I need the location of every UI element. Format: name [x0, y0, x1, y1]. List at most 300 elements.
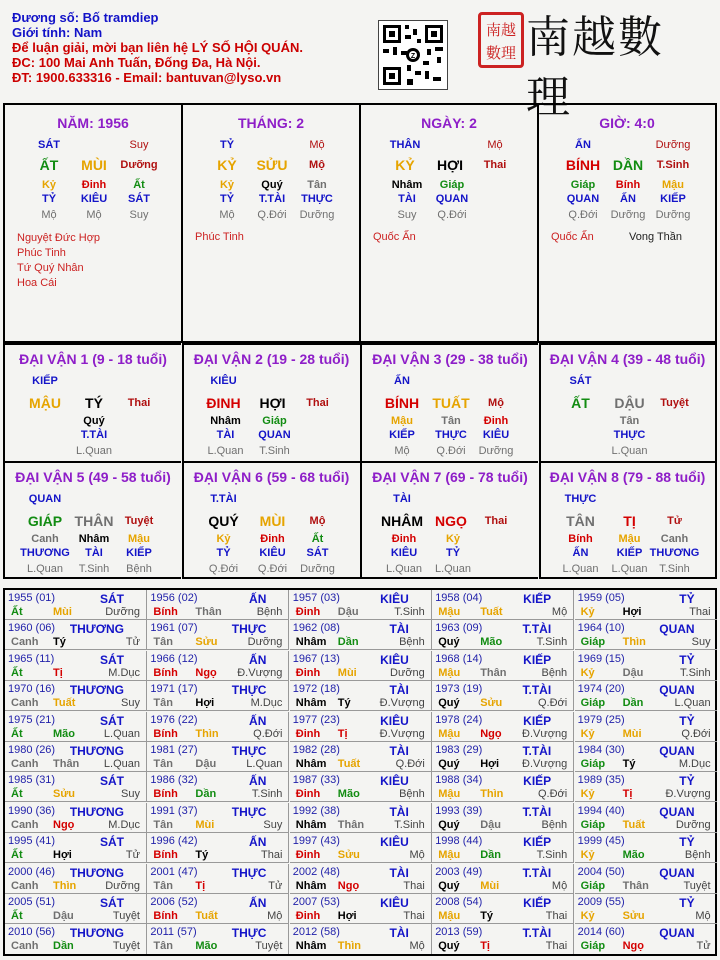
year-god: QUAN: [659, 683, 695, 698]
year-god: QUAN: [659, 622, 695, 637]
dv-hidden-stage: T.Sinh: [78, 563, 110, 575]
year-branch: Mùi: [53, 606, 72, 618]
hidden-stage: Q.Đới: [437, 209, 467, 221]
year-cell: [432, 803, 574, 833]
hidden-stem: Giáp: [570, 179, 596, 191]
year-cell: [575, 894, 717, 924]
year-branch: Sửu: [337, 849, 360, 862]
year-cell: [432, 590, 574, 620]
year-label: 2011 (57): [150, 926, 197, 939]
dv-chi: NGỌ: [435, 513, 467, 529]
year-god: QUAN: [659, 926, 695, 941]
year-god: KIÊU: [380, 713, 409, 728]
year-label: 2008 (54): [435, 896, 483, 908]
dv-hidden-god: TÀI: [85, 547, 103, 559]
year-god: KIẾP: [523, 652, 552, 667]
year-stem: Tân: [153, 697, 173, 710]
year-cell: [5, 590, 147, 620]
year-god: KIÊU: [380, 592, 409, 606]
year-branch: Mùi: [337, 666, 357, 679]
hidden-god: SÁT: [128, 193, 150, 205]
year-cell: [147, 590, 289, 620]
year-god: ẤN: [249, 835, 267, 850]
dv-hidden-god: KIẾP: [616, 547, 643, 559]
pillar-title: GIỜ: 4:0: [599, 115, 655, 131]
pillar-ts2: T.Sinh: [656, 159, 690, 171]
year-cell: [432, 772, 574, 802]
year-god: ẤN: [249, 652, 267, 667]
year-branch: Thìn: [195, 727, 219, 740]
year-branch: Ngọ: [480, 727, 502, 740]
hidden-stem: Nhâm: [391, 179, 423, 191]
year-god: SÁT: [100, 652, 124, 667]
year-branch: Dần: [195, 788, 217, 801]
year-stem: Kỷ: [580, 849, 595, 862]
year-stage: T.Sinh: [394, 606, 425, 618]
year-stage: Q.Đới: [537, 788, 568, 801]
year-stage: Mộ: [267, 910, 283, 922]
year-stage: Thai: [403, 879, 425, 892]
hidden-stage: Mộ: [41, 209, 57, 221]
year-branch: Thân: [622, 879, 649, 892]
year-branch: Ngọ: [53, 818, 75, 831]
pillar-ts: Suy: [129, 139, 149, 151]
dv-ss: KIẾP: [32, 375, 58, 387]
year-cell: [5, 681, 147, 711]
year-branch: Tý: [622, 758, 636, 770]
year-cell: [432, 620, 574, 650]
year-god: THỰC: [231, 683, 267, 698]
year-god: TỶ: [679, 835, 695, 850]
pillar-2: [183, 105, 361, 341]
pillar-ts2: Dưỡng: [120, 159, 158, 171]
year-cell: [290, 803, 432, 833]
year-stem: Tân: [153, 879, 173, 892]
dv-hidden-stem: Đinh: [260, 533, 285, 545]
hidden-god: TÀI: [398, 193, 416, 205]
year-branch: Hợi: [480, 758, 500, 770]
dai-van-title: ĐẠI VẬN 1 (9 - 18 tuổi): [19, 351, 167, 367]
year-label: 1974 (20): [577, 683, 625, 696]
year-label: 1982 (28): [292, 744, 340, 756]
year-branch: Mão: [337, 788, 360, 801]
year-stem: Quý: [438, 818, 460, 831]
year-branch: Tuất: [622, 818, 645, 831]
year-stage: M.Dục: [108, 666, 140, 679]
year-stem: Nhâm: [295, 818, 327, 831]
dai-van-6: [182, 461, 360, 579]
hidden-stem: Quý: [261, 179, 283, 191]
year-stage: Mộ: [409, 849, 425, 862]
year-stem: Canh: [11, 940, 39, 953]
dv-chi: MÙI: [259, 513, 286, 529]
dv-chi: HỢI: [259, 395, 286, 411]
year-stem: Giáp: [580, 636, 606, 649]
year-cell: [432, 864, 574, 894]
year-label: 2000 (46): [8, 865, 56, 878]
dv-hidden-stem: Tân: [441, 415, 461, 427]
year-stage: Dưỡng: [105, 879, 140, 892]
year-label: 1976 (22): [150, 713, 198, 726]
year-stage: T.Sinh: [536, 636, 568, 649]
year-stage: Tử: [125, 849, 140, 862]
year-stem: Nhâm: [295, 940, 327, 953]
year-branch: Thìn: [480, 788, 504, 801]
dv-can: NHÂM: [381, 513, 423, 529]
logo-text: 南越數理: [526, 12, 664, 123]
dv-can: ẤT: [571, 395, 590, 411]
pillar-can: BÍNH: [565, 157, 601, 173]
year-stem: Ất: [11, 606, 23, 618]
year-stage: Suy: [691, 636, 711, 649]
year-stage: Thai: [689, 606, 711, 618]
year-stage: M.Dục: [678, 758, 711, 770]
year-cell: [575, 590, 717, 620]
annual-luck-table: [3, 588, 717, 956]
dv-hidden-stage: L.Quan: [562, 563, 599, 575]
year-stage: L.Quan: [246, 758, 283, 770]
year-label: 1963 (09): [435, 622, 483, 635]
year-god: THƯƠNG: [69, 804, 124, 819]
year-stage: Tuyệt: [255, 940, 283, 953]
year-cell: [5, 620, 147, 650]
dv-ts: Thai: [306, 397, 329, 409]
owner-name: Đương số: Bố tramdiep: [12, 10, 159, 25]
dv-hidden-stem: Canh: [31, 533, 59, 545]
address: ĐC: 100 Mai Anh Tuấn, Đống Đa, Hà Nội.: [12, 55, 261, 70]
year-stage: Tuyệt: [112, 940, 140, 953]
hidden-god: TỶ: [219, 193, 235, 205]
year-stage: L.Quan: [674, 697, 711, 710]
year-god: THỰC: [231, 804, 267, 819]
dv-hidden-stem: Nhâm: [210, 415, 241, 427]
dv-ts: Mộ: [488, 397, 504, 409]
year-label: 1958 (04): [435, 592, 483, 604]
year-label: 1979 (25): [577, 713, 625, 726]
year-stage: Đ.Vượng: [522, 758, 568, 770]
dv-can: TÂN: [566, 513, 595, 529]
year-stage: Đ.Vượng: [665, 788, 711, 801]
dv-ss: KIÊU: [210, 375, 237, 387]
year-branch: Tuất: [337, 758, 361, 770]
hidden-stage: Suy: [397, 209, 417, 221]
year-cell: [575, 681, 717, 711]
dv-hidden-stem: Nhâm: [78, 533, 110, 545]
year-stem: Đinh: [295, 727, 321, 740]
year-stem: Quý: [438, 636, 460, 649]
year-branch: Tuất: [195, 910, 218, 922]
year-stage: Dưỡng: [247, 636, 283, 649]
hidden-god: ẤN: [620, 193, 636, 205]
year-label: 1971 (17): [150, 683, 198, 696]
year-label: 1961 (07): [150, 622, 198, 635]
year-branch: Tuất: [53, 697, 76, 710]
year-god: TÀI: [389, 865, 409, 880]
year-stage: T.Sinh: [394, 818, 425, 831]
dv-can: GIÁP: [27, 513, 63, 529]
dv-hidden-stem: Kỷ: [445, 533, 461, 545]
year-god: ẤN: [249, 774, 267, 789]
year-stem: Nhâm: [295, 879, 327, 892]
dai-van-1: [3, 343, 181, 461]
dv-ts: Tuyệt: [660, 397, 689, 409]
year-label: 2007 (53): [292, 896, 340, 908]
hidden-stem: Kỷ: [41, 179, 57, 191]
year-stem: Đinh: [295, 910, 321, 922]
year-stem: Quý: [438, 758, 460, 770]
dai-van-title: ĐẠI VẬN 8 (79 - 88 tuổi): [549, 469, 706, 485]
dv-chi: TUẤT: [432, 395, 470, 411]
year-stage: Bệnh: [399, 636, 425, 649]
year-god: KIẾP: [523, 592, 552, 606]
dv-hidden-god: KIÊU: [482, 429, 510, 441]
year-cell: [575, 620, 717, 650]
year-god: SÁT: [100, 713, 124, 728]
dv-hidden-stage: Q.Đới: [436, 445, 466, 457]
year-god: TỶ: [679, 652, 695, 667]
year-label: 1994 (40): [577, 804, 625, 817]
year-branch: Mão: [195, 940, 218, 953]
dv-ss: SÁT: [569, 375, 592, 387]
year-branch: Tị: [622, 788, 633, 801]
year-branch: Mùi: [195, 818, 215, 831]
dai-van-title: ĐẠI VẬN 2 (19 - 28 tuổi): [193, 351, 350, 367]
year-god: THƯƠNG: [69, 865, 124, 880]
dv-hidden-stem: Kỷ: [216, 533, 231, 545]
year-cell: [575, 742, 717, 772]
hidden-god: THỰC: [301, 193, 333, 205]
pillar-title: THÁNG: 2: [237, 115, 305, 131]
year-god: ẤN: [249, 713, 267, 728]
year-branch: Dần: [337, 636, 359, 649]
pillar-chi: MÙI: [81, 157, 107, 173]
year-stage: Thai: [545, 940, 568, 953]
dv-ts: Tuyệt: [124, 515, 154, 527]
hidden-god: QUAN: [435, 193, 469, 205]
year-cell: [5, 742, 147, 772]
year-stem: Bính: [153, 606, 178, 618]
pillar-chi: DẦN: [612, 157, 644, 173]
year-stem: Mậu: [438, 788, 461, 801]
year-stem: Tân: [153, 940, 173, 953]
year-branch: Hợi: [622, 606, 642, 618]
dv-hidden-god: ẤN: [572, 547, 589, 559]
year-god: T.TÀI: [522, 804, 552, 819]
dv-hidden-stem: Giáp: [262, 415, 287, 427]
dv-hidden-god: KIẾP: [389, 429, 415, 441]
year-god: TÀI: [389, 744, 409, 758]
year-god: THƯƠNG: [69, 926, 124, 941]
year-branch: Ngọ: [622, 940, 644, 953]
year-branch: Mão: [622, 849, 645, 862]
year-branch: Tý: [480, 910, 494, 922]
hidden-stem: Giáp: [439, 179, 465, 191]
dv-ts: Thai: [484, 515, 508, 527]
dv-hidden-stem: Canh: [660, 533, 689, 545]
star-item: Nguyệt Đức Hợp: [17, 232, 101, 244]
year-god: THƯƠNG: [69, 744, 124, 758]
year-stem: Kỷ: [580, 910, 595, 922]
year-stage: M.Dục: [250, 697, 283, 710]
year-god: KIẾP: [523, 835, 552, 850]
year-stage: Tuyệt: [683, 879, 711, 892]
year-branch: Tý: [195, 849, 209, 862]
year-stage: Bệnh: [399, 788, 425, 801]
year-label: 1986 (32): [150, 774, 198, 787]
dv-ss: ẤN: [394, 375, 410, 387]
year-label: 2006 (52): [150, 896, 198, 908]
year-cell: [290, 833, 432, 863]
year-god: KIÊU: [380, 652, 409, 667]
year-god: TỶ: [679, 896, 695, 910]
year-stage: Q.Đới: [681, 727, 711, 740]
year-cell: [432, 742, 574, 772]
hidden-stem: Tân: [307, 179, 327, 191]
year-label: 2005 (51): [8, 896, 56, 908]
year-stage: Dưỡng: [675, 818, 711, 831]
year-cell: [290, 924, 432, 954]
dv-hidden-stage: Bệnh: [126, 563, 152, 575]
year-label: 2013 (59): [435, 926, 483, 939]
year-god: THỰC: [231, 926, 267, 941]
year-label: 1981 (27): [150, 744, 198, 756]
pillar-ts2: Thai: [483, 159, 507, 171]
year-label: 1965 (11): [8, 652, 55, 665]
year-stem: Kỷ: [580, 788, 595, 801]
qr-code: [378, 20, 448, 90]
year-cell: [432, 651, 574, 681]
year-branch: Ngọ: [337, 879, 360, 892]
dv-ts: Tử: [667, 515, 682, 527]
year-branch: Thân: [53, 758, 80, 770]
year-label: 2014 (60): [577, 926, 625, 939]
hidden-stage: Mộ: [86, 209, 102, 221]
hidden-stage: Mộ: [219, 209, 235, 221]
year-stem: Mậu: [438, 606, 461, 618]
year-branch: Tị: [337, 727, 348, 740]
year-stem: Mậu: [438, 849, 461, 862]
year-stem: Ất: [11, 849, 23, 862]
year-cell: [147, 620, 289, 650]
year-stage: T.Sinh: [680, 666, 711, 679]
year-stem: Canh: [11, 879, 39, 892]
year-label: 1989 (35): [577, 774, 625, 787]
dv-ss: TÀI: [393, 493, 411, 505]
dai-van-title: ĐẠI VẬN 3 (29 - 38 tuổi): [372, 351, 528, 367]
year-stem: Nhâm: [295, 636, 327, 649]
year-label: 1992 (38): [292, 804, 340, 817]
year-label: 1977 (23): [292, 713, 340, 726]
year-stem: Đinh: [295, 606, 321, 618]
star-item: Tứ Quý Nhân: [17, 262, 84, 274]
year-cell: [575, 864, 717, 894]
year-cell: [575, 712, 717, 742]
year-cell: [147, 864, 289, 894]
dv-can: MẬU: [29, 395, 61, 411]
year-stage: M.Dục: [108, 818, 140, 831]
year-stem: Đinh: [295, 788, 321, 801]
dai-van-title: ĐẠI VẬN 5 (49 - 58 tuổi): [15, 469, 171, 485]
year-stage: Q.Đới: [537, 697, 568, 710]
year-god: SÁT: [100, 774, 124, 789]
dv-ts: Mộ: [309, 515, 326, 527]
year-branch: Sửu: [53, 788, 76, 801]
year-stem: Quý: [438, 697, 460, 710]
year-cell: [147, 833, 289, 863]
dv-can: ĐINH: [206, 395, 241, 411]
year-god: THỰC: [231, 865, 267, 880]
dai-van-4: [539, 343, 717, 461]
dv-hidden-god: THỰC: [613, 429, 646, 441]
dv-hidden-stage: L.Quan: [434, 563, 472, 575]
year-label: 1970 (16): [8, 683, 56, 696]
year-stem: Giáp: [580, 879, 606, 892]
year-stem: Nhâm: [295, 758, 327, 770]
year-stem: Mậu: [438, 910, 461, 922]
year-stem: Ất: [11, 788, 23, 801]
star-item: Phúc Tinh: [17, 247, 66, 259]
dai-van-7: [360, 461, 538, 579]
year-god: QUAN: [659, 804, 695, 819]
year-cell: [432, 681, 574, 711]
year-stem: Bính: [153, 788, 178, 801]
year-label: 1962 (08): [292, 622, 340, 635]
year-stage: Suy: [121, 697, 140, 710]
year-stem: Tân: [153, 636, 173, 649]
year-label: 1999 (45): [577, 835, 625, 848]
phone-email: ĐT: 1900.633316 - Email: bantuvan@lyso.vn: [12, 70, 282, 85]
year-branch: Dần: [53, 940, 74, 953]
dv-hidden-god: KIÊU: [259, 547, 286, 559]
pillar-title: NGÀY: 2: [421, 115, 477, 131]
year-god: ẤN: [249, 592, 267, 606]
dv-hidden-stem: Mậu: [128, 533, 150, 545]
svg-text:Z: Z: [410, 53, 416, 60]
contact-invite: Để luận giải, mời bạn liên hệ LÝ SỐ HỘI QUÁN.: [12, 40, 303, 55]
year-stem: Canh: [11, 697, 39, 710]
pillar-ts: Dưỡng: [655, 139, 691, 151]
year-god: T.TÀI: [522, 683, 552, 698]
year-stem: Bính: [153, 666, 178, 679]
year-label: 1991 (37): [150, 804, 198, 817]
year-cell: [5, 833, 147, 863]
year-cell: [575, 924, 717, 954]
year-label: 1983 (29): [435, 744, 483, 756]
pillar-1: [5, 105, 183, 341]
hidden-god: TỶ: [41, 193, 57, 205]
year-label: 2012 (58): [292, 926, 340, 939]
year-label: 1980 (26): [8, 744, 56, 756]
year-cell: [5, 651, 147, 681]
year-label: 1956 (02): [150, 592, 198, 604]
year-cell: [290, 590, 432, 620]
year-cell: [147, 772, 289, 802]
year-cell: [290, 651, 432, 681]
year-stage: Đ.Vượng: [237, 666, 283, 679]
year-cell: [290, 681, 432, 711]
dv-hidden-stem: Ất: [311, 533, 324, 545]
dv-hidden-god: KIẾP: [126, 547, 152, 559]
year-stage: Tử: [125, 636, 140, 649]
year-stem: Quý: [438, 879, 460, 892]
year-label: 2001 (47): [150, 865, 198, 878]
year-branch: Thân: [195, 606, 222, 618]
pillar-4: [539, 105, 715, 341]
year-label: 1997 (43): [292, 835, 340, 848]
dv-hidden-stem: Tân: [619, 415, 640, 427]
year-branch: Thìn: [53, 879, 77, 892]
hidden-stage: Dưỡng: [610, 209, 646, 221]
